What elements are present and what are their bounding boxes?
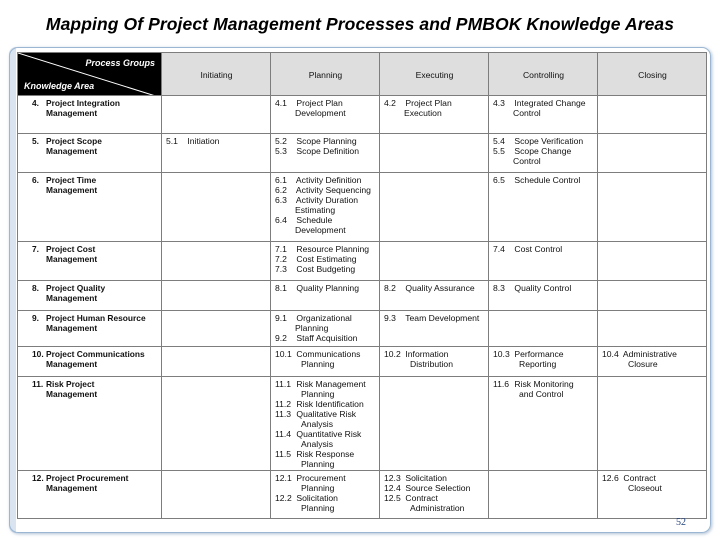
process-code: 5.1: [166, 136, 178, 146]
knowledge-area-name: Project Cost: [46, 244, 96, 254]
process-code: 9.1: [275, 313, 287, 323]
process-code: 10.4: [602, 349, 619, 359]
knowledge-area-cell: [18, 242, 162, 281]
process-cell-controlling: [489, 471, 598, 519]
process-code: 8.1: [275, 283, 287, 293]
process-name-cont: Planning: [301, 359, 335, 369]
knowledge-area-name: Risk Project: [46, 379, 95, 389]
process-code: 6.5: [493, 175, 505, 185]
process-name: Scope Verification: [514, 136, 584, 146]
knowledge-area-number: 9.: [32, 313, 39, 323]
process-code: 6.2: [275, 185, 287, 195]
process-item: [275, 399, 376, 409]
table-row: [18, 347, 707, 377]
process-name: Performance: [514, 349, 564, 359]
process-item: [275, 175, 376, 185]
process-code: 10.1: [275, 349, 292, 359]
process-item: [275, 244, 376, 254]
process-name-cont: Distribution: [410, 359, 453, 369]
process-item: [384, 493, 485, 513]
table-row: [18, 471, 707, 519]
process-code: 12.2: [275, 493, 292, 503]
knowledge-area-name-cont: Management: [46, 293, 98, 303]
process-name: Scope Planning: [296, 136, 357, 146]
process-name-cont: Analysis: [301, 439, 333, 449]
process-item: [275, 493, 376, 513]
knowledge-area-cell: [18, 173, 162, 242]
process-name: Qualitative Risk: [296, 409, 357, 419]
process-cell-controlling: [489, 173, 598, 242]
process-cell-controlling: [489, 134, 598, 173]
process-code: 5.3: [275, 146, 287, 156]
process-code: 8.2: [384, 283, 396, 293]
process-code: 12.1: [275, 473, 292, 483]
process-item: [275, 264, 376, 274]
process-item: [275, 215, 376, 235]
knowledge-area-name-cont: Management: [46, 108, 98, 118]
process-cell-closing: [598, 242, 707, 281]
process-name-cont: Control: [513, 156, 541, 166]
process-item: [493, 98, 594, 118]
header-corner-cell: [18, 53, 162, 96]
process-cell-controlling: [489, 311, 598, 347]
process-name: Solicitation: [405, 473, 447, 483]
page-number: 52: [676, 517, 686, 528]
process-code: 6.1: [275, 175, 287, 185]
process-cell-planning: [271, 242, 380, 281]
process-item: [493, 379, 594, 399]
process-name: Source Selection: [405, 483, 471, 493]
process-cell-initiating: [162, 173, 271, 242]
process-cell-controlling: [489, 377, 598, 471]
process-name-cont: Execution: [404, 108, 442, 118]
process-code: 11.4: [275, 429, 292, 439]
process-name: Administrative: [622, 349, 677, 359]
process-item: [384, 98, 485, 118]
process-name-cont: Development: [295, 108, 346, 118]
process-cell-initiating: [162, 281, 271, 311]
process-item: [275, 313, 376, 333]
process-item: [602, 349, 703, 369]
process-cell-controlling: [489, 96, 598, 134]
process-code: 11.2: [275, 399, 292, 409]
knowledge-area-number: 11.: [32, 379, 44, 389]
knowledge-area-cell: [18, 96, 162, 134]
process-item: [275, 283, 376, 293]
process-code: 4.3: [493, 98, 505, 108]
process-code: 5.2: [275, 136, 287, 146]
knowledge-area-cell: [18, 377, 162, 471]
process-item: [493, 175, 594, 185]
process-name: Activity Duration: [295, 195, 359, 205]
process-code: 8.3: [493, 283, 505, 293]
process-name: Quality Planning: [296, 283, 359, 293]
process-name-cont: Closeout: [628, 483, 662, 493]
process-cell-initiating: [162, 471, 271, 519]
process-cell-planning: [271, 471, 380, 519]
process-code: 7.1: [275, 244, 287, 254]
process-code: 10.2: [384, 349, 401, 359]
process-cell-initiating: [162, 311, 271, 347]
process-name: Solicitation: [296, 493, 338, 503]
process-name: Project Plan: [296, 98, 343, 108]
process-cell-initiating: [162, 347, 271, 377]
process-code: 12.6: [602, 473, 619, 483]
process-name: Cost Control: [514, 244, 563, 254]
process-cell-initiating: [162, 96, 271, 134]
process-cell-closing: [598, 347, 707, 377]
process-cell-planning: [271, 311, 380, 347]
process-cell-controlling: [489, 281, 598, 311]
knowledge-area-number: 6.: [32, 175, 39, 185]
process-code: 11.6: [493, 379, 510, 389]
process-item: [275, 146, 376, 156]
process-name-cont: Reporting: [519, 359, 557, 369]
process-code: 11.5: [275, 449, 292, 459]
process-cell-executing: [380, 242, 489, 281]
process-item: [275, 409, 376, 429]
process-item: [275, 98, 376, 118]
process-item: [275, 449, 376, 469]
knowledge-area-name: Project Integration: [46, 98, 120, 108]
process-item: [275, 185, 376, 195]
process-cell-initiating: [162, 377, 271, 471]
process-code: 6.4: [275, 215, 287, 225]
header-controlling: Controlling: [489, 53, 598, 96]
process-name-cont: Planning: [301, 503, 335, 513]
process-name: Procurement: [296, 473, 346, 483]
process-item: [275, 473, 376, 493]
process-cell-controlling: [489, 242, 598, 281]
process-code: 10.3: [493, 349, 510, 359]
process-item: [275, 349, 376, 369]
process-cell-executing: [380, 311, 489, 347]
knowledge-area-name: Project Scope: [46, 136, 102, 146]
knowledge-area-cell: [18, 311, 162, 347]
process-name: Team Development: [405, 313, 480, 323]
process-item: [384, 483, 485, 493]
process-name: Cost Estimating: [296, 254, 357, 264]
process-name: Project Plan: [405, 98, 452, 108]
process-name: Information: [405, 349, 449, 359]
knowledge-area-cell: [18, 471, 162, 519]
process-item: [275, 136, 376, 146]
process-name: Quality Assurance: [405, 283, 475, 293]
process-cell-executing: [380, 377, 489, 471]
process-cell-planning: [271, 347, 380, 377]
process-item: [493, 349, 594, 369]
table-row: [18, 134, 707, 173]
process-name: Risk Response: [296, 449, 355, 459]
knowledge-area-number: 12.: [32, 473, 44, 483]
process-name: Schedule: [296, 215, 333, 225]
process-cell-closing: [598, 96, 707, 134]
process-knowledge-matrix: [17, 52, 707, 519]
process-code: 4.2: [384, 98, 396, 108]
process-name: Quality Control: [514, 283, 572, 293]
table-row: [18, 311, 707, 347]
process-name: Risk Identification: [296, 399, 364, 409]
table-row: [18, 377, 707, 471]
process-cell-executing: [380, 281, 489, 311]
header-executing: Executing: [380, 53, 489, 96]
process-name-cont: Planning: [301, 459, 335, 469]
process-item: [493, 136, 594, 146]
knowledge-area-name-cont: Management: [46, 359, 98, 369]
process-name-cont: Planning: [301, 389, 335, 399]
knowledge-area-cell: [18, 281, 162, 311]
process-cell-planning: [271, 173, 380, 242]
process-name-cont: Estimating: [295, 205, 336, 215]
process-name: Activity Definition: [295, 175, 362, 185]
process-name-cont: Development: [295, 225, 346, 235]
process-name: Risk Management: [296, 379, 366, 389]
process-name: Integrated Change: [514, 98, 586, 108]
process-name: Schedule Control: [514, 175, 581, 185]
process-name-cont: Closure: [628, 359, 658, 369]
process-cell-planning: [271, 96, 380, 134]
process-name: Resource Planning: [296, 244, 370, 254]
process-cell-planning: [271, 377, 380, 471]
process-cell-executing: [380, 96, 489, 134]
process-name: Cost Budgeting: [296, 264, 356, 274]
matrix-body: [18, 96, 707, 519]
knowledge-area-name-cont: Management: [46, 185, 98, 195]
process-cell-executing: [380, 471, 489, 519]
process-name-cont: Analysis: [301, 419, 333, 429]
process-code: 12.5: [384, 493, 401, 503]
process-cell-executing: [380, 173, 489, 242]
process-cell-planning: [271, 281, 380, 311]
process-name: Quantitative Risk: [296, 429, 362, 439]
process-code: 9.3: [384, 313, 396, 323]
knowledge-area-cell: [18, 134, 162, 173]
process-code: 12.3: [384, 473, 401, 483]
knowledge-area-number: 10.: [32, 349, 44, 359]
knowledge-area-cell: [18, 347, 162, 377]
process-code: 7.3: [275, 264, 287, 274]
process-item: [384, 349, 485, 369]
process-name: Risk Monitoring: [514, 379, 574, 389]
process-cell-executing: [380, 134, 489, 173]
process-item: [602, 473, 703, 493]
process-name: Activity Sequencing: [295, 185, 371, 195]
knowledge-area-name: Project Procurement: [46, 473, 129, 483]
knowledge-area-name: Project Time: [46, 175, 97, 185]
process-cell-closing: [598, 281, 707, 311]
knowledge-area-name-cont: Management: [46, 254, 98, 264]
knowledge-area-name-cont: Management: [46, 146, 98, 156]
process-item: [384, 473, 485, 483]
process-code: 12.4: [384, 483, 401, 493]
process-item: [493, 244, 594, 254]
process-code: 4.1: [275, 98, 287, 108]
process-name: Scope Definition: [296, 146, 359, 156]
process-groups-label: Process Groups: [85, 58, 155, 68]
process-item: [275, 429, 376, 449]
header-planning: Planning: [271, 53, 380, 96]
process-name: Contract: [623, 473, 656, 483]
process-code: 5.5: [493, 146, 505, 156]
process-name-cont: Administration: [410, 503, 465, 513]
header-row: [18, 53, 707, 96]
process-code: 11.3: [275, 409, 292, 419]
table-row: [18, 173, 707, 242]
process-cell-closing: [598, 173, 707, 242]
table-row: [18, 96, 707, 134]
knowledge-area-number: 7.: [32, 244, 39, 254]
knowledge-area-name: Project Communications: [46, 349, 145, 359]
process-name-cont: Planning: [301, 483, 335, 493]
process-item: [275, 195, 376, 215]
process-name: Scope Change: [514, 146, 572, 156]
process-code: 11.1: [275, 379, 292, 389]
process-item: [166, 136, 267, 146]
knowledge-area-name-cont: Management: [46, 323, 98, 333]
process-code: 9.2: [275, 333, 287, 343]
process-cell-controlling: [489, 347, 598, 377]
process-item: [275, 333, 376, 343]
process-name-cont: Planning: [295, 323, 329, 333]
process-item: [384, 313, 485, 323]
process-cell-closing: [598, 311, 707, 347]
table-row: [18, 242, 707, 281]
knowledge-area-name: Project Human Resource: [46, 313, 146, 323]
knowledge-area-name-cont: Management: [46, 389, 98, 399]
process-item: [493, 146, 594, 166]
header-initiating: Initiating: [162, 53, 271, 96]
process-name: Organizational: [296, 313, 352, 323]
process-cell-executing: [380, 347, 489, 377]
process-name: Staff Acquisition: [296, 333, 358, 343]
process-item: [384, 283, 485, 293]
knowledge-area-number: 4.: [32, 98, 39, 108]
process-code: 5.4: [493, 136, 505, 146]
knowledge-area-name: Project Quality: [46, 283, 106, 293]
process-name-cont: and Control: [519, 389, 564, 399]
process-code: 7.2: [275, 254, 287, 264]
process-code: 6.3: [275, 195, 287, 205]
process-cell-closing: [598, 134, 707, 173]
process-item: [493, 283, 594, 293]
process-cell-planning: [271, 134, 380, 173]
knowledge-area-label: Knowledge Area: [24, 81, 95, 91]
process-item: [275, 254, 376, 264]
process-item: [275, 379, 376, 399]
table-row: [18, 281, 707, 311]
process-name: Communications: [296, 349, 361, 359]
process-code: 7.4: [493, 244, 505, 254]
process-cell-closing: [598, 471, 707, 519]
knowledge-area-number: 5.: [32, 136, 39, 146]
slide-title: Mapping Of Project Management Processes and PMBOK Knowledge Areas: [45, 14, 675, 34]
header-closing: Closing: [598, 53, 707, 96]
process-name: Contract: [405, 493, 438, 503]
process-cell-initiating: [162, 134, 271, 173]
process-name: Initiation: [187, 136, 220, 146]
process-cell-closing: [598, 377, 707, 471]
process-name-cont: Control: [513, 108, 541, 118]
knowledge-area-name-cont: Management: [46, 483, 98, 493]
knowledge-area-number: 8.: [32, 283, 39, 293]
process-cell-initiating: [162, 242, 271, 281]
